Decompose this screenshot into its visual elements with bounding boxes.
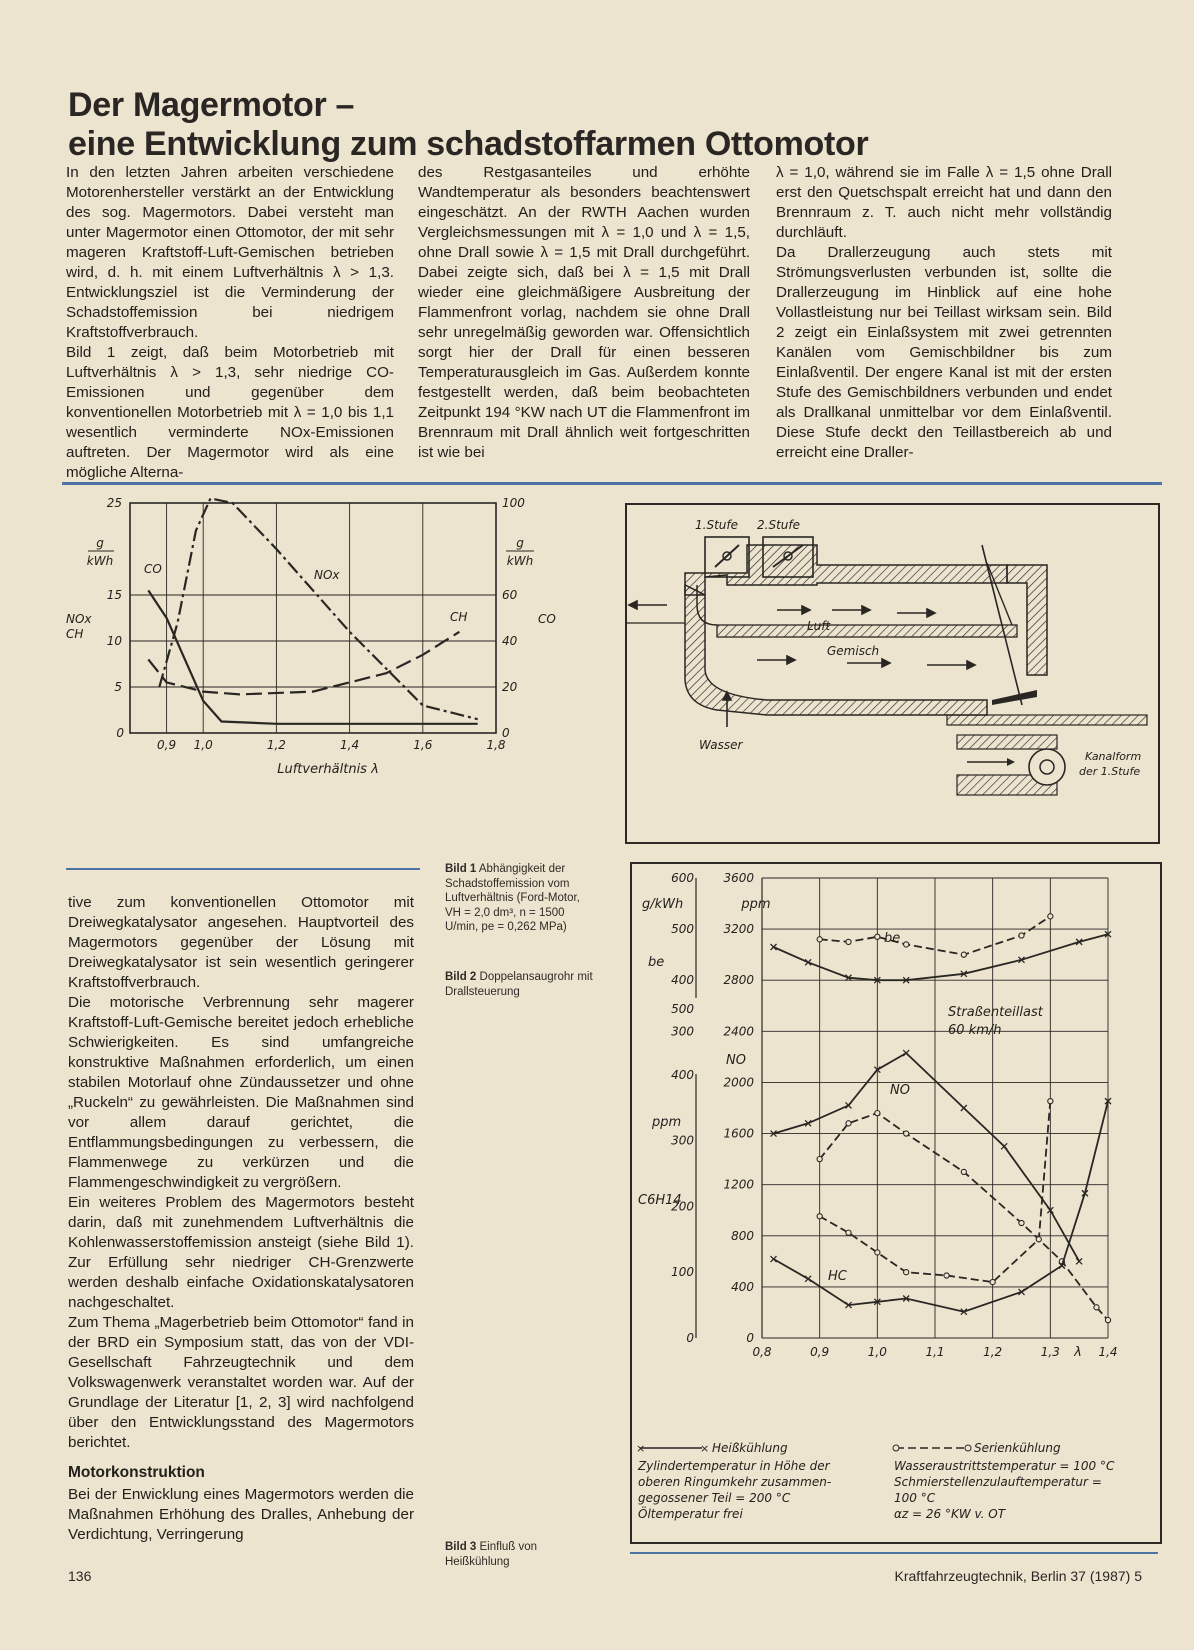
x-tick-label: 0,8: [752, 1345, 772, 1359]
svg-text:×: ×: [636, 1442, 646, 1455]
legend-heiss-line: gegossener Teil = 200 °C: [638, 1491, 791, 1505]
bild2-caption: [445, 970, 595, 999]
paragraph: Zum Thema „Magerbetrieb beim Ottomotor“ fand in der BRD ein Symposium statt, das von der VDI-Gesellschaft Fahrzeugtechnik und dem Volkswagenwerk veranstaltet worden war. Auf der Grundlage der Literatur [1, 2, 3] wird nachfolgend über den Entwicklungsstand des Magermotors berichtet.: [68, 1314, 414, 1451]
y-unit-label: g: [96, 536, 104, 550]
data-point: [1048, 914, 1053, 919]
no-tick-label: 2400: [723, 1024, 754, 1039]
legend-serie-line: αz = 26 °KW v. OT: [894, 1507, 1006, 1521]
top-column-3: [776, 163, 1112, 463]
gemisch-label: Gemisch: [827, 644, 880, 658]
top-column-1: [66, 163, 394, 483]
channel-divider: [717, 625, 1017, 637]
hc-tick-label: 300: [671, 1133, 694, 1148]
series-label: NOx: [314, 568, 340, 582]
plot-frame: [130, 503, 496, 733]
svg-text:×: ×: [700, 1442, 710, 1455]
data-point: [903, 1050, 909, 1056]
column-divider: [66, 868, 420, 870]
y-axis-name: NOx: [66, 612, 92, 626]
bottom-column: [68, 893, 414, 1545]
no-tick-label: 1600: [723, 1126, 754, 1141]
legend-serie-line: Schmierstellenzulauftemperatur =: [894, 1475, 1102, 1489]
paragraph: Bild 1 zeigt, daß beim Motorbetrieb mit Luftverhältnis λ > 1,3, sehr niedrige CO-Emissionen und gegenüber dem konventionellen Motorbetrieb mit λ = 1,0 bis 1,1 wesentlich verminderte NOx-Emissionen auftreten. Der Magermotor wird als eine mögliche Alterna-: [66, 344, 394, 481]
series-line: [774, 934, 1109, 980]
x-tick-label: 1,2: [266, 738, 286, 752]
no-tick-label: 2800: [723, 973, 754, 988]
data-point: [990, 1279, 995, 1284]
housing-top: [685, 545, 1007, 595]
y-tick-label: 5: [114, 680, 122, 694]
be-tick-label: 400: [671, 973, 694, 988]
headline-line-2: eine Entwicklung zum schadstoffarmen Ottomotor: [68, 125, 869, 163]
y2-tick-label: 20: [502, 680, 518, 694]
bild1-caption: [445, 862, 595, 935]
series-label: NO: [890, 1083, 910, 1098]
no-axis-name: NO: [726, 1053, 746, 1068]
x-tick-label: 0,9: [810, 1345, 830, 1359]
wasser-label: Wasser: [699, 738, 743, 752]
x-axis-label: Luftverhältnis λ: [277, 762, 379, 777]
intake-schematic: [627, 505, 1158, 842]
hc-unit-label: ppm: [652, 1115, 682, 1130]
data-point: [805, 1276, 811, 1282]
hc-tick-label: 200: [671, 1199, 694, 1214]
data-point: [961, 1105, 967, 1111]
caption-label: Bild 1: [445, 863, 477, 875]
valve-port: [1007, 565, 1047, 675]
bild3-figure: [630, 862, 1162, 1544]
bild3-caption: [445, 1540, 595, 1569]
y2-tick-label: 100: [502, 496, 525, 510]
data-point: [1019, 933, 1024, 938]
hc-tick-label: 500: [671, 1002, 694, 1016]
data-point: [875, 1250, 880, 1255]
legend-heiss-title: Heißkühlung: [712, 1441, 788, 1455]
hc-tick-label: 400: [671, 1067, 694, 1082]
x-tick-label: 1,0: [193, 738, 213, 752]
y-tick-label: 10: [106, 634, 122, 648]
data-point: [846, 1121, 851, 1126]
legend-heiss-line: oberen Ringumkehr zusammen-: [638, 1475, 832, 1489]
data-point: [904, 1131, 909, 1136]
section-divider: [62, 482, 1162, 485]
kanalform-label-2: der 1.Stufe: [1079, 765, 1141, 778]
y-tick-label: 15: [106, 588, 122, 602]
data-point: [875, 1111, 880, 1116]
series-line-co: [148, 590, 477, 723]
be-tick-label: 500: [671, 922, 694, 937]
valve-head: [992, 690, 1037, 705]
paragraph: Bei der Enwicklung eines Magermotors werden die Maßnahmen Erhöhung des Dralles, Anhebung der Verdichtung, Verringerung: [68, 1486, 414, 1543]
stufe1-label: 1.Stufe: [695, 518, 738, 532]
hc-tick-label: 0: [686, 1331, 694, 1345]
y-tick-label: 0: [116, 726, 124, 740]
x-tick-label: 0,9: [157, 738, 177, 752]
series-line-nox: [159, 498, 477, 719]
legend-heiss-line: Zylindertemperatur in Höhe der: [638, 1459, 830, 1473]
y-unit-label: kWh: [86, 554, 114, 568]
x-tick-label: 1,1: [925, 1345, 945, 1359]
data-point: [875, 934, 880, 939]
paragraph: In den letzten Jahren arbeiten verschiedene Motorenhersteller verstärkt an der Entwicklung des sog. Magermotors. Dabei versteht man unter Magermotor einen Ottomotor, der mit sehr mageren Kraftstoff-Luft-Gemischen betrieben wird, d. h. mit einem Luftverhältnis λ > 1,3. Entwicklungsziel ist die Verminderung der Schadstoffemission bei niedrigem Kraftstoffverbrauch.: [66, 164, 394, 341]
x-axis-label: λ: [1074, 1345, 1082, 1360]
kanalform-label-1: Kanalform: [1085, 750, 1142, 763]
no-tick-label: 0: [746, 1331, 754, 1345]
data-point: [944, 1273, 949, 1278]
annotation: Straßenteillast: [948, 1005, 1043, 1020]
x-tick-label: 1,4: [340, 738, 360, 752]
series-line: [820, 1113, 1108, 1320]
no-tick-label: 400: [731, 1279, 754, 1294]
y2-unit-label: kWh: [506, 554, 534, 568]
data-point: [961, 1169, 966, 1174]
y2-tick-label: 60: [502, 588, 518, 602]
paragraph: Die motorische Verbrennung sehr magerer Kraftstoff-Luft-Gemische bereitet jedoch erhebliche Schwierigkeiten. Es sind umfangreiche konstruktive Maßnahmen erforderlich, um einen stabilen Motorlauf ohne Zündaussetzer und ohne „Ruckeln“ zu gewährleisten. Die Maßnahmen sind vor allem darauf gerichtet, die Entflammungsbedingungen zu verbessern, die Flammenwege zu verkürzen und die Flammengeschwindigkeit zu vergrößern.: [68, 994, 414, 1191]
series-label: CH: [450, 610, 468, 624]
series-label: CO: [144, 562, 162, 576]
data-point: [1105, 1318, 1110, 1323]
x-tick-label: 1,3: [1040, 1345, 1060, 1359]
data-point: [1019, 1220, 1024, 1225]
figure-divider: [630, 1552, 1158, 1554]
data-point: [1001, 1143, 1007, 1149]
caption-text: Einfluß von Heißkühlung: [445, 1541, 538, 1568]
x-tick-label: 1,2: [983, 1345, 1003, 1359]
caption-text: Doppelansaugrohr mit Drallsteuerung: [445, 971, 593, 998]
x-tick-label: 1,6: [413, 738, 433, 752]
legend-serie-line: 100 °C: [894, 1491, 936, 1505]
series-line: [774, 1101, 1109, 1312]
y-axis-name: CH: [66, 627, 84, 641]
hc-axis-name: C6H14: [638, 1193, 682, 1208]
data-point: [1036, 1237, 1041, 1242]
journal-footer: Kraftfahrzeugtechnik, Berlin 37 (1987) 5: [894, 1568, 1142, 1584]
caption-label: Bild 2: [445, 971, 477, 983]
headline-line-1: Der Magermotor –: [68, 86, 355, 124]
article-headline: [68, 86, 1128, 164]
x-tick-label: 1,4: [1098, 1345, 1118, 1359]
data-point: [904, 1270, 909, 1275]
be-unit-label: g/kWh: [642, 897, 684, 912]
no-tick-label: 800: [731, 1228, 754, 1243]
no-tick-label: 3600: [723, 871, 754, 885]
caption-text: Abhängigkeit der Schadstoffemission vom Luftverhältnis (Ford-Motor, VH = 2,0 dm³, n = 1500 U/min, pe = 0,262 MPa): [445, 863, 580, 933]
data-point: [846, 1230, 851, 1235]
page-number: 136: [68, 1568, 92, 1584]
paragraph: Da Drallerzeugung auch stets mit Strömungsverlusten verbunden ist, sollte die Drallerzeugung im Hinblick auf eine hohe Vollastleistung nur bei Teillast wirksam sein. Bild 2 zeigt ein Einlaßsystem mit zwei getrennten Kanälen vom Gemischbildner bis zum Einlaßventil. Der engere Kanal ist mit der ersten Stufe des Gemischbildners verbunden und endet als Drallkanal unmittelbar vor dem Einlaßventil. Diese Stufe deckt den Teillastbereich ab und erreicht eine Draller-: [776, 244, 1112, 461]
x-tick-label: 1,0: [867, 1345, 887, 1359]
paragraph: λ = 1,0, während sie im Falle λ = 1,5 ohne Drall erst den Quetschspalt erreicht hat und dann den Brennraum z. T. auch nicht mehr vollständig durchläuft.: [776, 164, 1112, 241]
hc-tick-label: 100: [671, 1265, 694, 1280]
no-unit-label: ppm: [741, 897, 771, 912]
bild1-chart: [58, 495, 558, 815]
y2-axis-name: CO: [538, 612, 556, 626]
series-label: be: [884, 931, 901, 946]
no-tick-label: 2000: [723, 1075, 754, 1090]
data-point: [961, 952, 966, 957]
x-tick-label: 1,8: [486, 738, 506, 752]
stufe2-label: 2.Stufe: [757, 518, 800, 532]
top-column-2: [418, 163, 750, 463]
y2-tick-label: 40: [502, 634, 518, 648]
data-point: [1048, 1099, 1053, 1104]
data-point: [904, 942, 909, 947]
data-point: [1094, 1305, 1099, 1310]
data-point: [846, 939, 851, 944]
luft-label: Luft: [807, 619, 831, 633]
legend: [636, 1441, 1115, 1521]
legend-heiss-line: Öltemperatur frei: [638, 1507, 743, 1521]
paragraph: Ein weiteres Problem des Magermotors besteht darin, daß mit zunehmendem Luftverhältnis die Kohlenwasserstoffemission ansteigt (siehe Bild 1). Zur Erfüllung sehr niedriger CH-Grenzwerte werden deshalb einfache Oxidationskatalysatoren nachgeschaltet.: [68, 1194, 414, 1311]
caption-label: Bild 3: [445, 1541, 477, 1553]
legend-serie-line: Wasseraustrittstemperatur = 100 °C: [894, 1459, 1115, 1473]
legend-serie-title: Serienkühlung: [974, 1441, 1061, 1455]
paragraph: tive zum konventionellen Ottomotor mit Dreiwegkatalysator angesehen. Hauptvorteil des Magermotors gegenüber der Lösung mit Dreiwegkatalysator ist sein wesentlich geringerer Kraftstoffverbrauch.: [68, 894, 414, 991]
section-heading: Motorkonstruktion: [68, 1464, 205, 1481]
y2-tick-label: 0: [502, 726, 510, 740]
kanalform-detail: [957, 735, 1065, 795]
data-point: [817, 1157, 822, 1162]
y-tick-label: 25: [106, 496, 122, 510]
bild2-figure: [625, 503, 1160, 844]
be-tick-label: 600: [671, 871, 694, 885]
annotation: 60 km/h: [948, 1023, 1002, 1038]
no-tick-label: 3200: [723, 922, 754, 937]
be-axis-name: be: [648, 955, 665, 970]
series-label: HC: [828, 1269, 847, 1284]
be-tick-label: 300: [671, 1024, 694, 1039]
data-point: [817, 937, 822, 942]
y2-unit-label: g: [516, 536, 524, 550]
paragraph: des Restgasanteiles und erhöhte Wandtemperatur als besonders beachtenswert eingeschätzt. An der RWTH Aachen wurden Vergleichsmessungen mit λ = 1,0 und λ = 1,5, ohne Drall sowie λ = 1,5 mit Drall durchgeführt. Dabei zeigte sich, daß bei λ = 1,5 mit Drall wieder eine gleichmäßigere Ausbreitung der Flammenfront vorlag, nachdem sie ohne Drall sehr unregelmäßig geworden war. Offensichtlich sorgt hier der Drall für einen besseren Temperaturausgleich im Gas. Außerdem konnte festgestellt werden, daß beim beobachteten Zeitpunkt 194 °KW nach UT die Flammenfront im Brennraum mit Drall ähnlich weit fortgeschritten ist wie bei: [418, 164, 750, 461]
data-point: [817, 1214, 822, 1219]
no-tick-label: 1200: [723, 1177, 754, 1192]
bild3-chart: [632, 864, 1160, 1542]
data-point: [1076, 1258, 1082, 1264]
data-point: [771, 1256, 777, 1262]
